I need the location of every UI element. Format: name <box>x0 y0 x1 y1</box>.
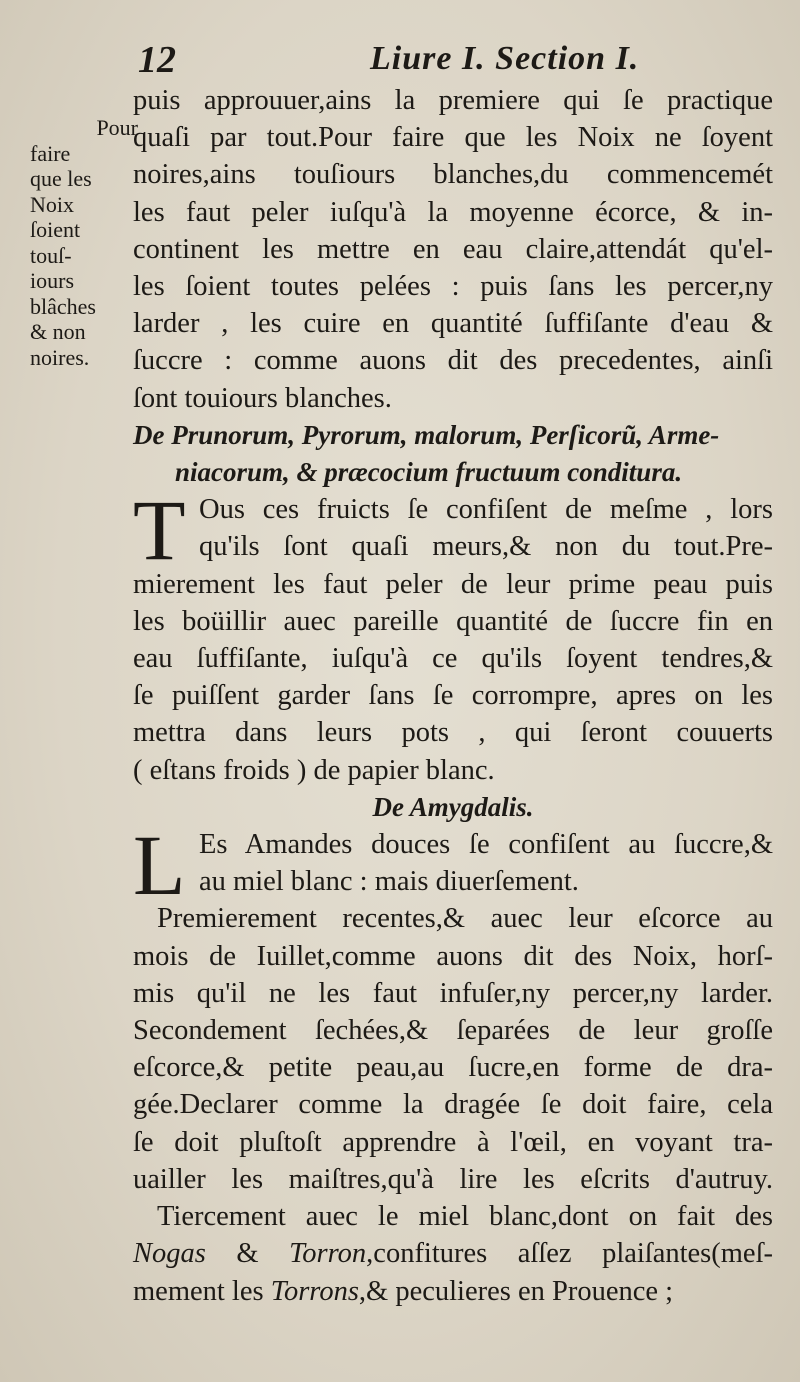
margin-note-line: faire <box>30 140 71 166</box>
text-line: noires,ains touſiours blanches,du commencemét <box>133 159 773 191</box>
margin-note-line: & non <box>30 319 86 344</box>
heading-fruits-line-1: De Prunorum, Pyrorum, malorum, Perſicorũ, Arme- <box>133 419 720 450</box>
margin-note-line: que les <box>30 166 92 191</box>
text-span: & <box>205 1238 290 1270</box>
text-span: mement les <box>133 1275 271 1307</box>
margin-note <box>30 115 138 370</box>
text-line: puis approuuer,ains la premiere qui ſe practique <box>133 85 773 116</box>
margin-note-line: iours <box>30 268 74 293</box>
text-line: ſe puiſſent garder ſans ſe corrompre, apres on les <box>133 680 773 712</box>
paragraph-almonds <box>133 817 773 914</box>
text-line: gée.Declarer comme la dragée ſe doit faire, cela <box>133 1089 773 1121</box>
italic-word: Torrons <box>270 1275 359 1307</box>
drop-cap: T <box>133 482 186 579</box>
italic-word: Torron <box>289 1238 367 1270</box>
heading-fruits <box>133 417 773 491</box>
text-line: qu'ils ſont quaſi meurs,& non du tout.Pre- <box>199 531 773 563</box>
page-header <box>138 38 778 88</box>
text-line: quaſi par tout.Pour faire que les Noix ne ſoyent <box>133 122 773 154</box>
text-line: Secondement ſechées,& ſeparées de leur groſſe <box>133 1015 773 1047</box>
margin-note-line: noires. <box>30 344 90 370</box>
text-line: ( eſtans froids ) de papier blanc. <box>133 754 495 786</box>
text-span: ,& peculieres en Prouence ; <box>358 1275 674 1307</box>
paragraph-fruits <box>133 482 773 789</box>
text-line: Es Amandes douces ſe confiſent au ſuccre,& <box>199 829 773 861</box>
text-line <box>133 1235 773 1272</box>
paragraph-walnuts <box>133 82 773 417</box>
heading-fruits-line-2: niacorum, & præcocium fructuum conditura. <box>175 457 683 488</box>
text-line: ſe doit pluſtoſt apprendre à l'œil, en voyant tra- <box>133 1126 773 1158</box>
paragraph-almond-methods <box>133 900 773 1198</box>
text-line: Tiercement auec le miel blanc,dont on fait des <box>157 1201 773 1233</box>
margin-note-line: Pour <box>96 115 138 140</box>
body-text <box>133 82 773 1310</box>
text-line: larder , les cuire en quantité ſuffiſante d'eau & <box>133 308 773 340</box>
text-line: mis qu'il ne les faut infuſer,ny percer,ny larder. <box>133 977 773 1009</box>
page-number: 12 <box>138 39 176 81</box>
italic-word: Nogas <box>133 1238 206 1270</box>
text-span: ,confitures aſſez plaiſantes(meſ- <box>366 1238 773 1270</box>
text-line: mettra dans leurs pots , qui ſeront couuerts <box>133 717 773 749</box>
heading-almonds-wrap <box>133 789 773 826</box>
text-line: mois de Iuillet,comme auons dit des Noix, horſ- <box>133 940 773 972</box>
heading-almonds: De Amygdalis. <box>372 791 534 822</box>
text-line: Premierement recentes,& auec leur eſcorce au <box>157 903 773 935</box>
text-line: mierement les faut peler de leur prime peau puis <box>133 568 773 600</box>
text-line: eau ſuffiſante, iuſqu'à ce qu'ils ſoyent tendres,& <box>133 643 773 675</box>
margin-note-line: blâches <box>30 293 96 319</box>
text-line: les faut peler iuſqu'à la moyenne écorce, & in- <box>133 196 773 228</box>
margin-note-line: Noix <box>30 191 74 217</box>
text-line: les boüillir auec pareille quantité de ſuccre fin en <box>133 605 773 637</box>
text-line: au miel blanc : mais diuerſement. <box>199 866 579 898</box>
text-line: continent les mettre en eau claire,attendát qu'el- <box>133 233 773 265</box>
text-line: eſcorce,& petite peau,au ſucre,en forme de dra- <box>133 1052 773 1084</box>
text-line: ſuccre : comme auons dit des precedentes, ainſi <box>133 345 773 377</box>
paragraph-honey <box>133 1198 773 1310</box>
text-line: Ous ces fruicts ſe confiſent de meſme , lors <box>199 494 773 526</box>
running-head: Liure I. Section I. <box>370 40 640 77</box>
text-line: les ſoient toutes pelées : puis ſans les percer,ny <box>133 271 773 303</box>
text-line <box>133 1273 773 1310</box>
drop-cap: L <box>133 817 186 914</box>
margin-note-line: touſ- <box>30 242 72 268</box>
text-line: uailler les maiſtres,qu'à lire les eſcrits d'autruy. <box>133 1163 773 1195</box>
text-line: ſont touiours blanches. <box>133 382 392 414</box>
margin-note-line: ſoient <box>30 217 81 242</box>
